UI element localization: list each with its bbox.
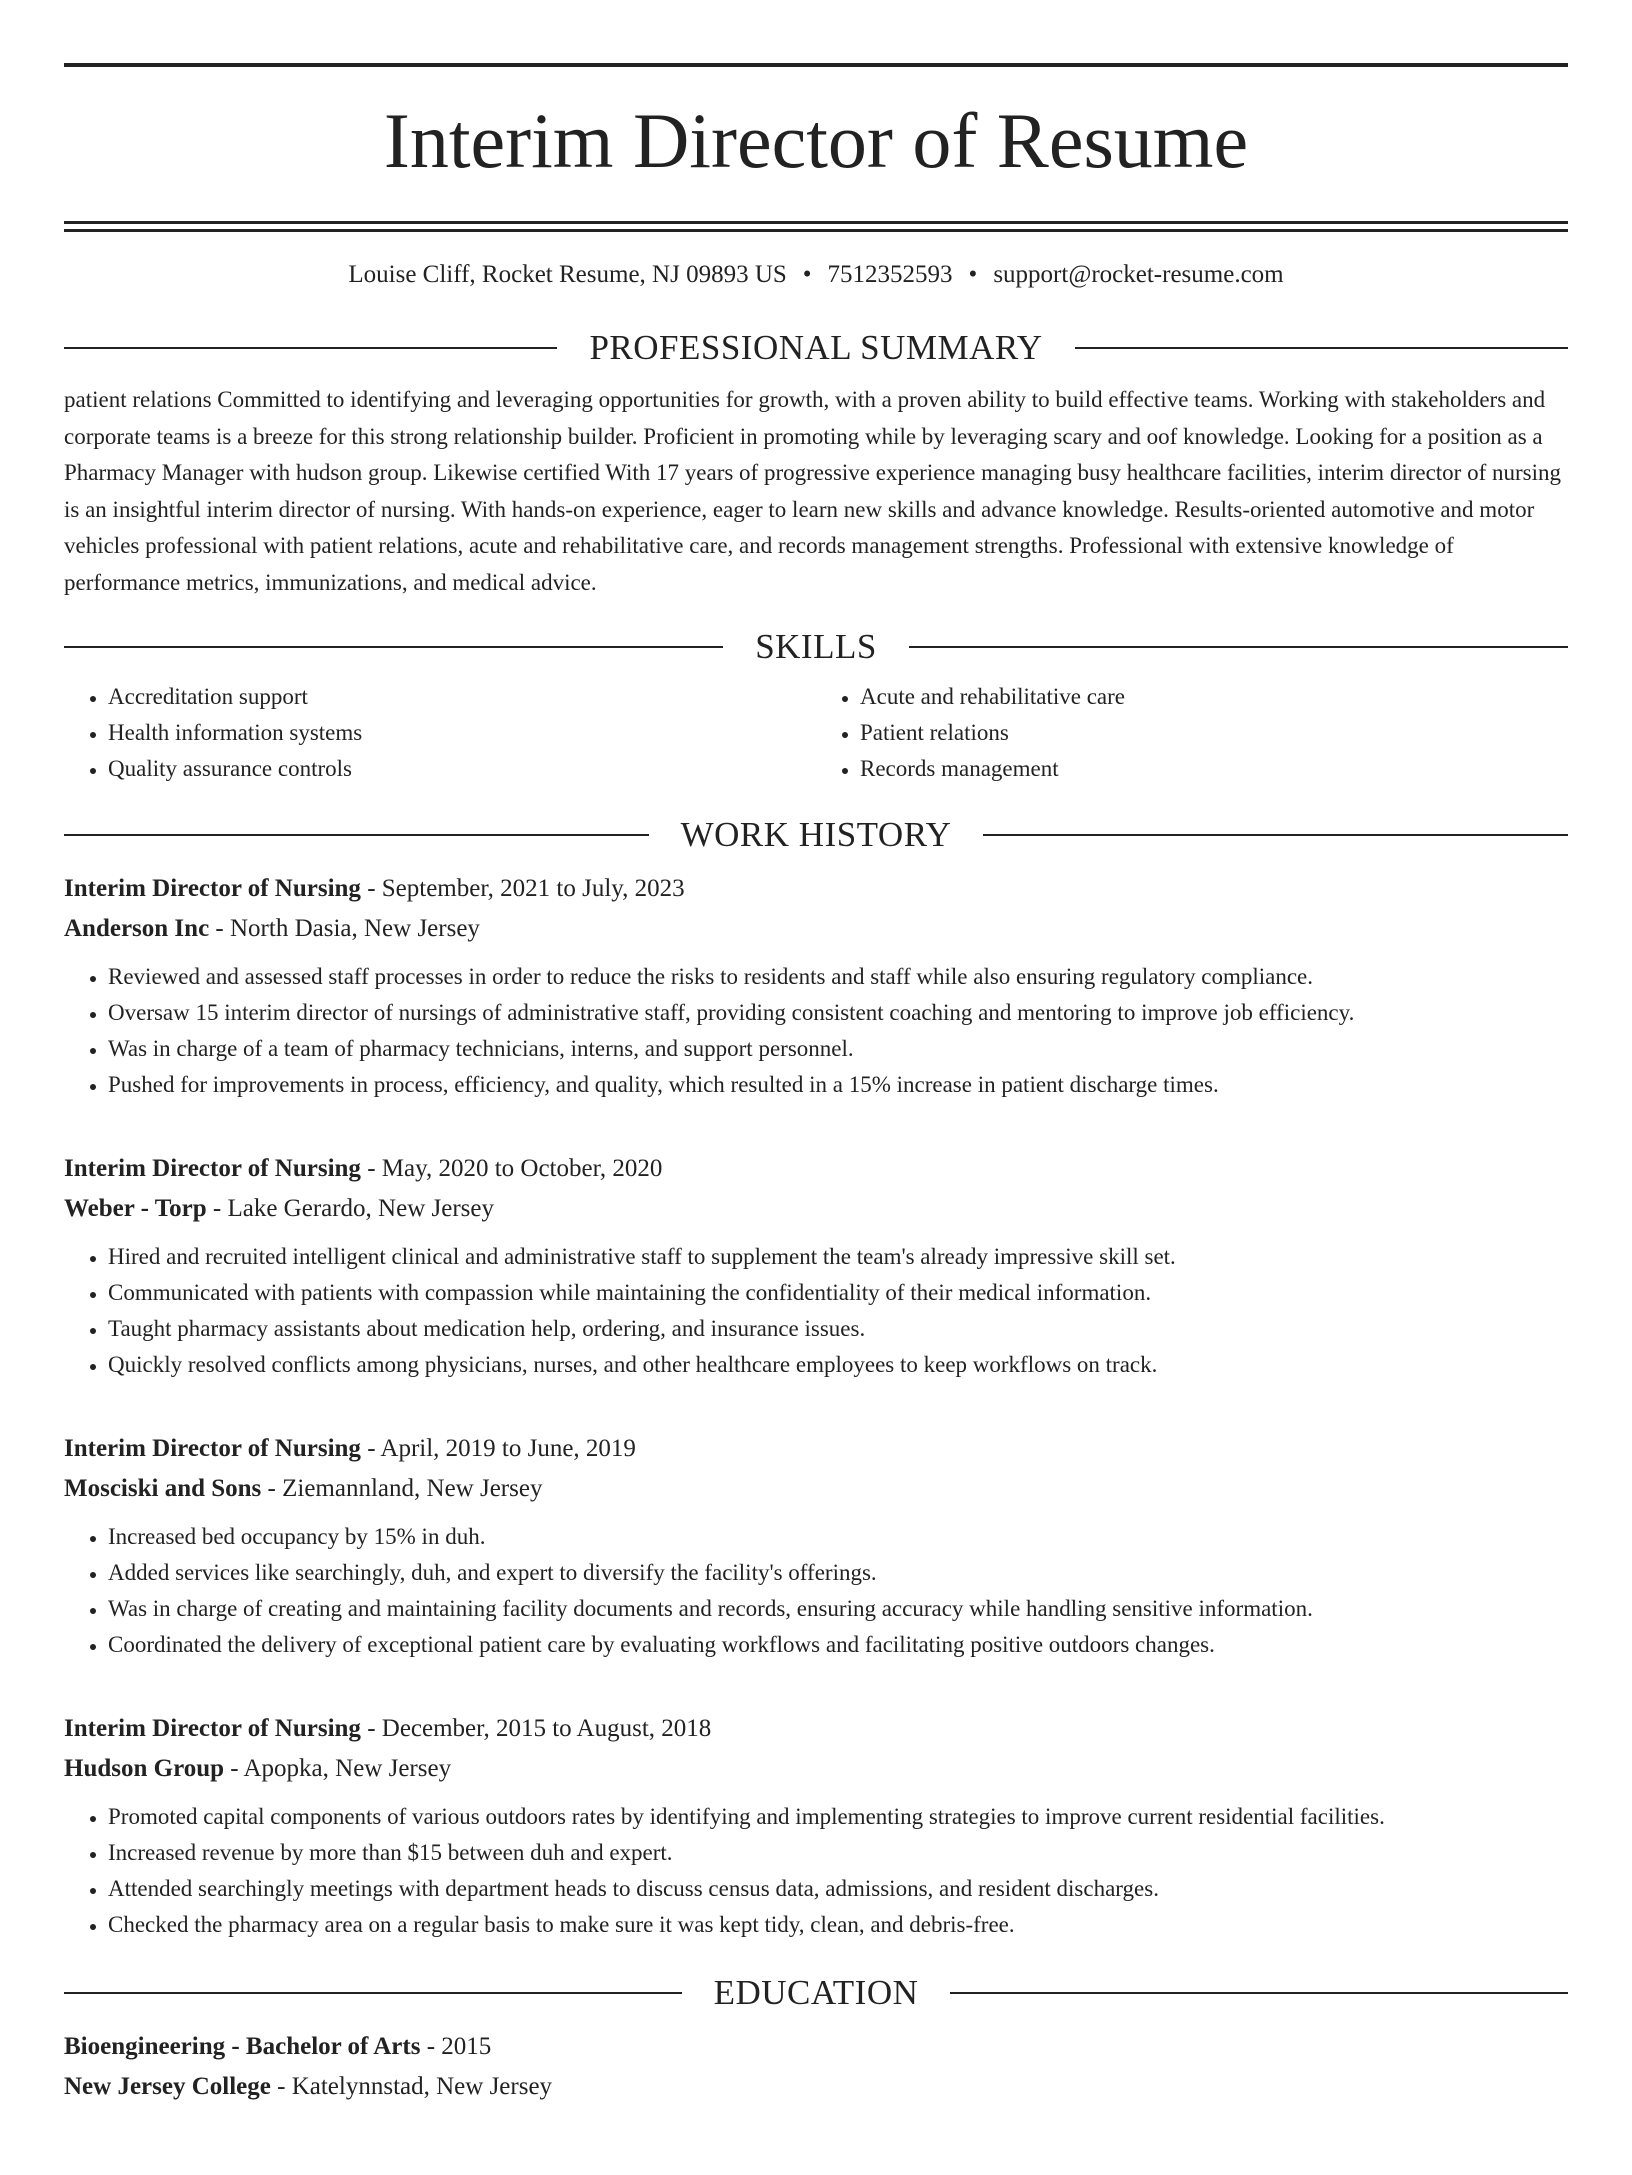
job-title-line [64,1429,1568,1469]
job-entry [64,1429,1568,1663]
job-bullets [64,1519,1568,1663]
heading-rule [64,834,649,836]
heading-rule [64,347,557,349]
job-bullets [64,1799,1568,1943]
job-bullet: • Checked the pharmacy area on a regular basis to make sure it was kept tidy, clean, and debris-free. [108,1907,1568,1943]
job-company-line [64,1189,1568,1229]
summary-heading-label: PROFESSIONAL SUMMARY [589,328,1043,367]
job-bullet: • Increased revenue by more than $15 between duh and expert. [108,1835,1568,1871]
job-title-line [64,869,1568,909]
job-location: - North Dasia, New Jersey [209,915,480,942]
heading-rule [909,646,1568,648]
resume-page [0,63,1632,2175]
skills-heading [64,627,1568,667]
skill-item: • Records management [860,751,1568,787]
job-location: - Ziemannland, New Jersey [261,1475,543,1502]
job-bullet: • Taught pharmacy assistants about medication help, ordering, and insurance issues. [108,1311,1568,1347]
skill-item: • Patient relations [860,715,1568,751]
job-bullet: • Coordinated the delivery of exceptional patient care by evaluating workflows and facilitating positive outdoors changes. [108,1627,1568,1663]
education-school: New Jersey College [64,2073,271,2100]
job-bullet: • Was in charge of creating and maintaining facility documents and records, ensuring accuracy while handling sensitive information. [108,1591,1568,1627]
contact-address: Louise Cliff, Rocket Resume, NJ 09893 US [348,261,787,288]
heading-rule [64,646,723,648]
skill-item: • Accreditation support [108,679,816,715]
job-entry [64,1709,1568,1943]
job-bullet: • Oversaw 15 interim director of nursings of administrative staff, providing consistent coaching and mentoring to improve job efficiency. [108,995,1568,1031]
job-bullet: • Pushed for improvements in process, efficiency, and quality, which resulted in a 15% increase in patient discharge times. [108,1067,1568,1103]
contact-separator: • [802,261,812,288]
heading-rule [950,1992,1568,1994]
education-school-line [64,2067,1568,2107]
education-degree: Bioengineering - Bachelor of Arts [64,2033,421,2060]
title-double-rule [64,221,1568,232]
contact-phone: 7512352593 [827,261,953,288]
heading-rule [1075,347,1568,349]
job-bullet: • Was in charge of a team of pharmacy technicians, interns, and support personnel. [108,1031,1568,1067]
job-bullet: • Added services like searchingly, duh, and expert to diversify the facility's offerings. [108,1555,1568,1591]
job-location: - Apopka, New Jersey [224,1755,452,1782]
job-title-line [64,1149,1568,1189]
job-dates: - April, 2019 to June, 2019 [360,1435,636,1462]
job-bullet: • Promoted capital components of various outdoors rates by identifying and implementing strategies to improve current residential facilities. [108,1799,1568,1835]
education-heading-label: EDUCATION [713,1973,919,2012]
job-company: Weber - Torp [64,1195,207,1222]
contact-separator: • [968,261,978,288]
job-bullet: • Quickly resolved conflicts among physicians, nurses, and other healthcare employees to keep workflows on track. [108,1347,1568,1383]
job-entry [64,1149,1568,1383]
job-bullets [64,1239,1568,1383]
education-degree-line [64,2027,1568,2067]
job-title: Interim Director of Nursing [64,1435,361,1462]
summary-text: patient relations Committed to identifying and leveraging opportunities for growth, with a proven ability to build effective teams. Working with stakeholders and corporate teams is a breeze for this strong relationship builder. Proficient in promoting while by leveraging scary and oof knowledge. Looking for a position as a Pharmacy Manager with hudson group. Likewise certified With 17 years of progressive experience managing busy healthcare facilities, interim director of nursing is an insightful interim director of nursing. With hands-on experience, eager to learn new skills and advance knowledge. Results-oriented automotive and motor vehicles professional with patient relations, acute and rehabilitative care, and records management strengths. Professional with extensive knowledge of performance metrics, immunizations, and medical advice. [64,387,1561,595]
job-bullet: • Communicated with patients with compassion while maintaining the confidentiality of their medical information. [108,1275,1568,1311]
job-company: Anderson Inc [64,915,210,942]
skills-heading-label: SKILLS [755,627,877,666]
skills-column-left [64,679,816,787]
job-company: Mosciski and Sons [64,1475,262,1502]
education-year: - 2015 [420,2033,492,2060]
contact-email: support@rocket-resume.com [993,261,1284,288]
job-bullet: • Reviewed and assessed staff processes in order to reduce the risks to residents and staff while also ensuring regulatory compliance. [108,959,1568,995]
job-bullets [64,959,1568,1103]
job-dates: - May, 2020 to October, 2020 [360,1155,663,1182]
heading-rule [64,1992,682,1994]
summary-heading [64,328,1568,368]
education-heading [64,1973,1568,2013]
job-dates: - December, 2015 to August, 2018 [360,1715,712,1742]
education-location: - Katelynnstad, New Jersey [270,2073,553,2100]
job-entry [64,869,1568,1103]
contact-line [64,260,1568,290]
job-company-line [64,1749,1568,1789]
job-location: - Lake Gerardo, New Jersey [206,1195,494,1222]
job-bullet: • Increased bed occupancy by 15% in duh. [108,1519,1568,1555]
resume-title: Interim Director of Resume [383,97,1249,184]
skill-item: • Acute and rehabilitative care [860,679,1568,715]
education-entry [64,2027,1568,2107]
job-bullet: • Hired and recruited intelligent clinical and administrative staff to supplement the team's already impressive skill set. [108,1239,1568,1275]
work-heading [64,815,1568,855]
job-company-line [64,1469,1568,1509]
heading-rule [983,834,1568,836]
job-title: Interim Director of Nursing [64,1155,361,1182]
job-title: Interim Director of Nursing [64,875,361,902]
job-dates: - September, 2021 to July, 2023 [360,875,685,902]
skill-item: • Quality assurance controls [108,751,816,787]
job-title: Interim Director of Nursing [64,1715,361,1742]
skills-column-right [816,679,1568,787]
job-company: Hudson Group [64,1755,225,1782]
skills-list [64,679,1568,787]
work-heading-label: WORK HISTORY [680,815,952,854]
job-bullet: • Attended searchingly meetings with department heads to discuss census data, admissions, and resident discharges. [108,1871,1568,1907]
skill-item: • Health information systems [108,715,816,751]
job-title-line [64,1709,1568,1749]
job-company-line [64,909,1568,949]
